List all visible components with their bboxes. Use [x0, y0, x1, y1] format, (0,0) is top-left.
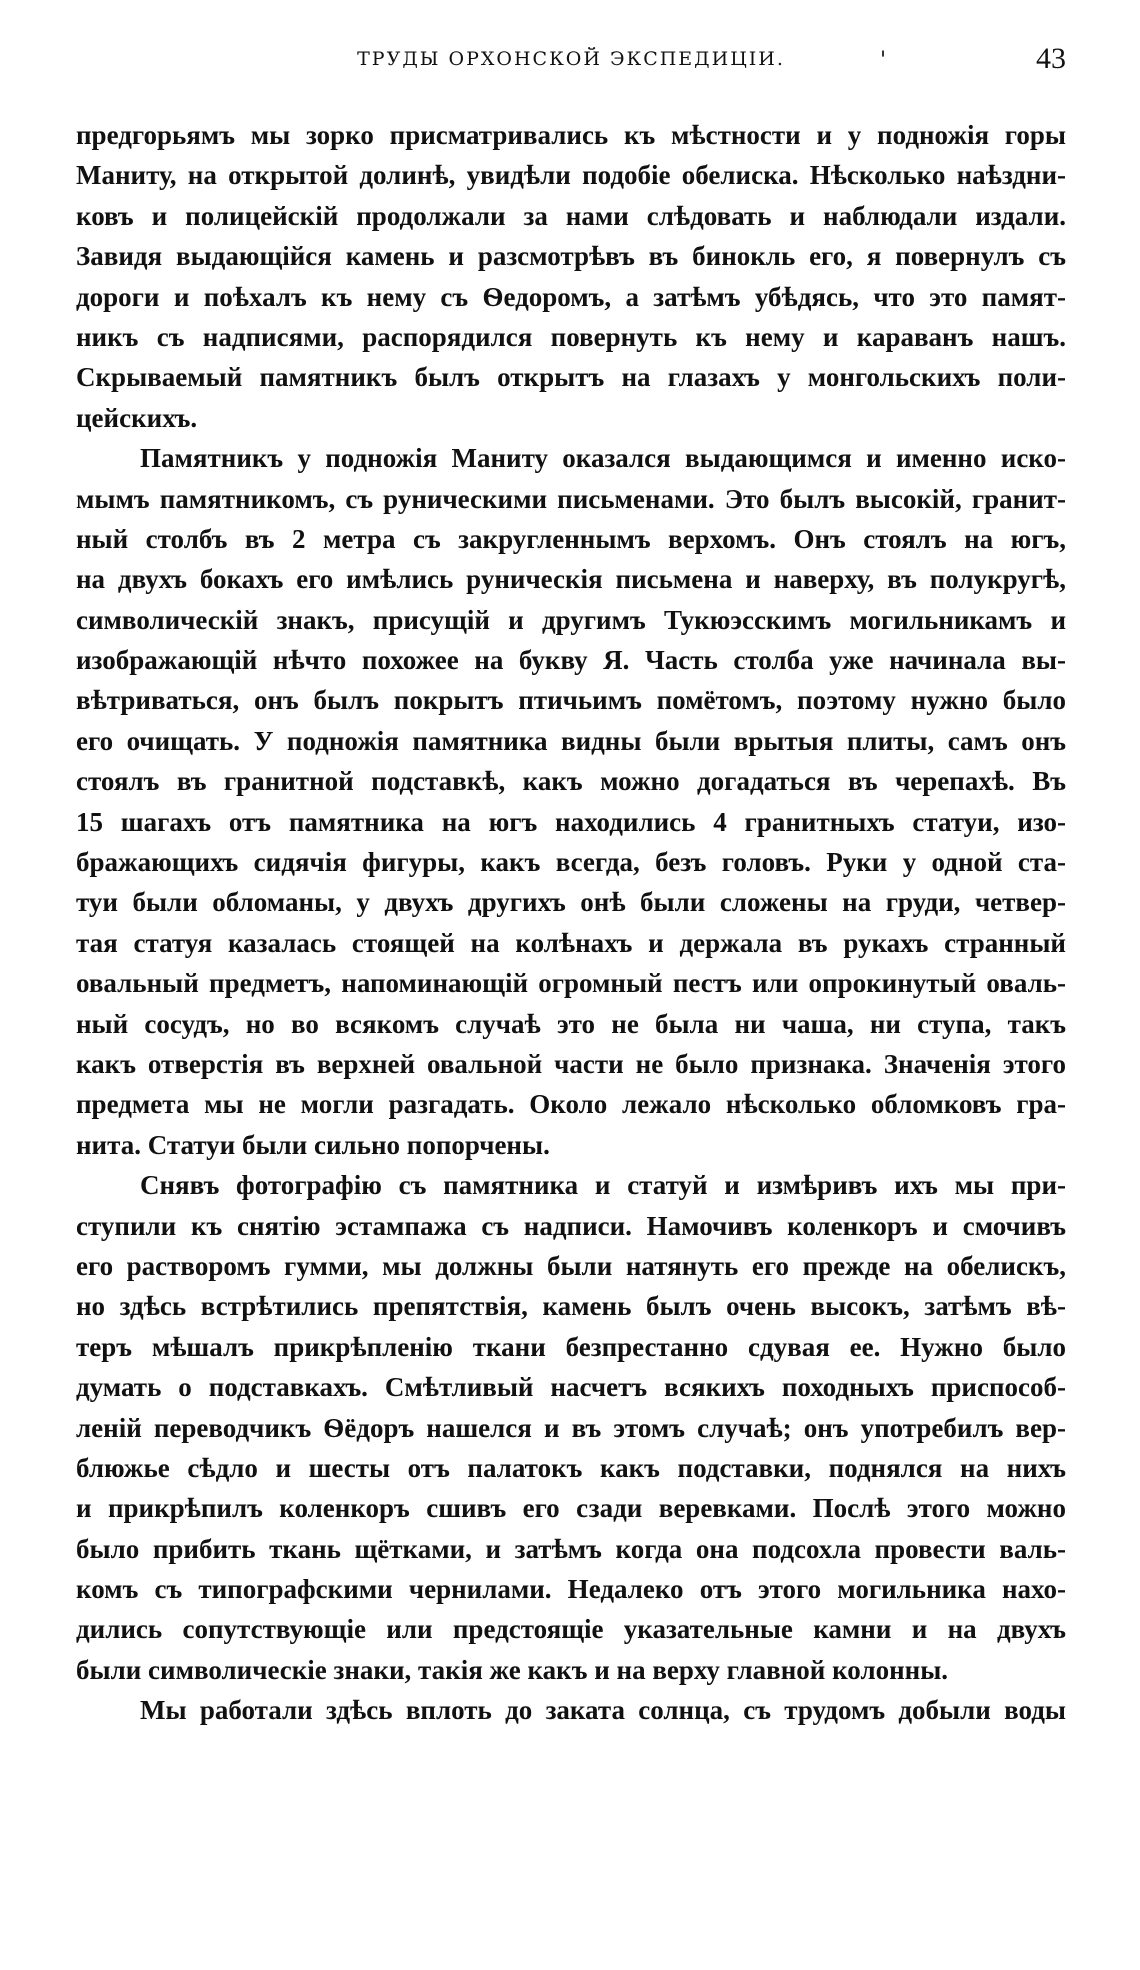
text-line: предмета мы не могли разгадать. Около лежало нѣсколько обломковъ гра-	[76, 1089, 1066, 1120]
text-line: тая статуя казалась стоящей на колѣнахъ и держала въ рукахъ странный	[76, 927, 1066, 958]
text-line: но здѣсь встрѣтились препятствія, камень былъ очень высокъ, затѣмъ вѣ-	[76, 1291, 1066, 1322]
body-text	[76, 115, 1066, 1731]
text-line: Маниту, на открытой долинѣ, увидѣли подобіе обелиска. Нѣсколько наѣздни-	[76, 160, 1066, 191]
text-line: и прикрѣпилъ коленкоръ сшивъ его сзади веревками. Послѣ этого можно	[76, 1493, 1066, 1524]
running-header	[76, 42, 1066, 82]
text-line: ный сосудъ, но во всякомъ случаѣ это не была ни чаша, ни ступа, такъ	[76, 1008, 1066, 1039]
text-line: Завидя выдающійся камень и разсмотрѣвъ въ бинокль его, я повернулъ съ	[76, 241, 1066, 272]
text-line: цейскихъ.	[76, 402, 198, 433]
text-line: было прибить ткань щётками, и затѣмъ когда она подсохла провести валь-	[76, 1533, 1066, 1564]
text-line: дороги и поѣхалъ къ нему съ Ѳедоромъ, а затѣмъ убѣдясь, что это памят-	[76, 281, 1066, 312]
text-line: Памятникъ у подножія Маниту оказался выдающимся и именно иско-	[140, 443, 1066, 474]
text-line: его растворомъ гумми, мы должны были натянуть его прежде на обелискъ,	[76, 1250, 1066, 1281]
paragraph-3	[76, 1165, 1066, 1690]
text-line: мымъ памятникомъ, съ руническими письменами. Это былъ высокій, гранит-	[76, 483, 1066, 514]
text-line: вѣтриваться, онъ былъ покрытъ птичьимъ помётомъ, поэтому нужно было	[76, 685, 1066, 716]
text-line: туи были обломаны, у двухъ другихъ онѣ были сложены на груди, четвер-	[76, 887, 1066, 918]
text-line: никъ съ надписями, распорядился повернуть къ нему и караванъ нашъ.	[76, 321, 1066, 352]
text-line: Мы работали здѣсь вплоть до заката солнца, съ трудомъ добыли воды	[140, 1695, 1066, 1726]
header-mark: '	[880, 48, 889, 73]
text-line: думать о подставкахъ. Смѣтливый насчетъ всякихъ походныхъ приспособ-	[76, 1372, 1066, 1403]
page-number: 43	[1036, 42, 1066, 75]
text-line: теръ мѣшалъ прикрѣпленію ткани безпрестанно сдувая ее. Нужно было	[76, 1331, 1066, 1362]
text-line: его очищать. У подножія памятника видны были врытыя плиты, самъ онъ	[76, 725, 1066, 756]
running-title: ТРУДЫ ОРХОНСКОЙ ЭКСПЕДИЦІИ.	[357, 48, 785, 70]
text-line: были символическіе знаки, такія же какъ и на верху главной колонны.	[76, 1654, 949, 1685]
text-line: ступили къ снятію эстампажа съ надписи. Намочивъ коленкоръ и смочивъ	[76, 1210, 1066, 1241]
text-line: какъ отверстія въ верхней овальной части не было признака. Значенія этого	[76, 1048, 1066, 1079]
text-line: изображающій нѣчто похожее на букву Я. Часть столба уже начинала вы-	[76, 645, 1066, 676]
paragraph-2	[76, 438, 1066, 1165]
text-line: предгорьямъ мы зорко присматривались къ мѣстности и у подножія горы	[76, 120, 1066, 150]
paragraph-4	[76, 1690, 1066, 1730]
text-line: блюжье сѣдло и шесты отъ палатокъ какъ подставки, поднялся на нихъ	[76, 1452, 1066, 1483]
text-line: леній переводчикъ Ѳёдоръ нашелся и въ этомъ случаѣ; онъ употребилъ вер-	[76, 1412, 1066, 1443]
text-line: Скрываемый памятникъ былъ открытъ на глазахъ у монгольскихъ поли-	[76, 362, 1066, 393]
text-line: ковъ и полицейскій продолжали за нами слѣдовать и наблюдали издали.	[76, 200, 1066, 231]
text-line: 15 шагахъ отъ памятника на югъ находились 4 гранитныхъ статуи, изо-	[76, 806, 1066, 837]
text-line: нита. Статуи были сильно попорчены.	[76, 1129, 550, 1160]
text-line: бражающихъ сидячія фигуры, какъ всегда, безъ головъ. Руки у одной ста-	[76, 847, 1066, 878]
text-line: на двухъ бокахъ его имѣлись руническія письмена и наверху, въ полукругѣ,	[76, 564, 1066, 595]
text-line: Снявъ фотографію съ памятника и статуй и измѣривъ ихъ мы при-	[140, 1170, 1066, 1201]
text-line: ный столбъ въ 2 метра съ закругленнымъ верхомъ. Онъ стоялъ на югъ,	[76, 523, 1066, 554]
text-line: комъ съ типографскими чернилами. Недалеко отъ этого могильника нахо-	[76, 1574, 1066, 1605]
text-line: символическій знакъ, присущій и другимъ Тукюэсскимъ могильникамъ и	[76, 604, 1066, 635]
text-line: овальный предметъ, напоминающій огромный пестъ или опрокинутый оваль-	[76, 968, 1066, 999]
text-line: стоялъ въ гранитной подставкѣ, какъ можно догадаться въ черепахѣ. Въ	[76, 766, 1066, 797]
paragraph-1	[76, 115, 1066, 438]
text-line: дились сопутствующіе или предстоящіе указательные камни и на двухъ	[76, 1614, 1066, 1645]
